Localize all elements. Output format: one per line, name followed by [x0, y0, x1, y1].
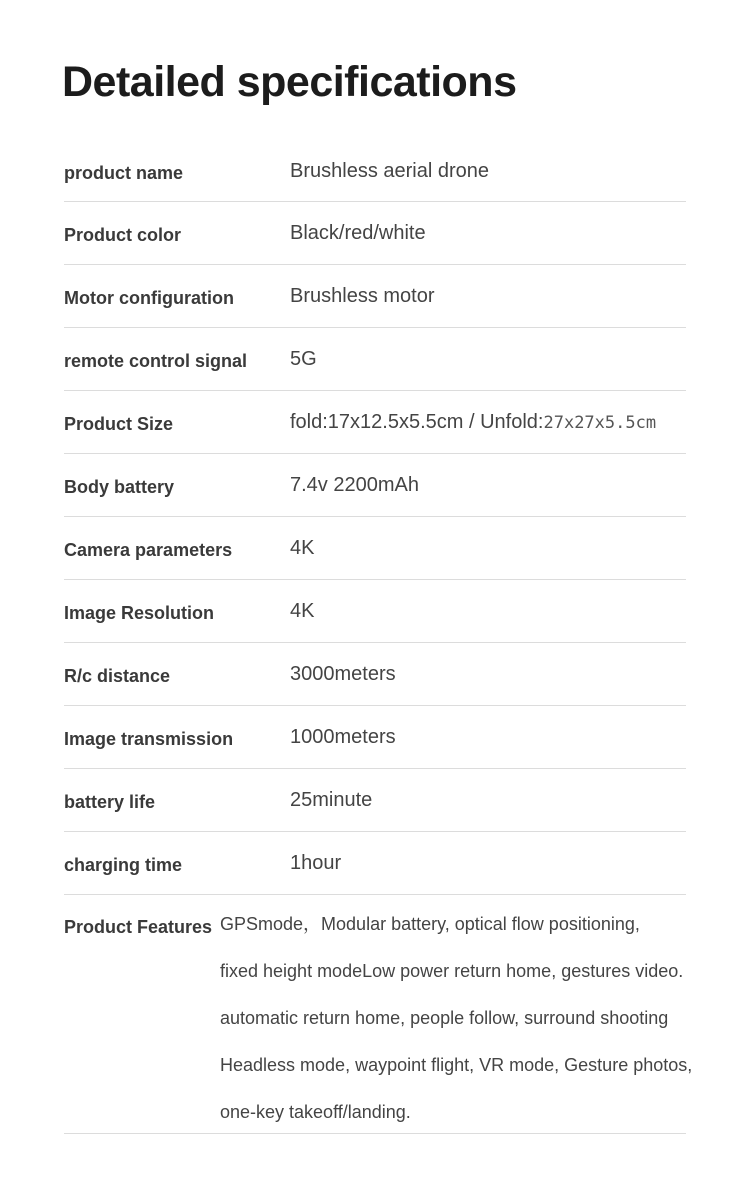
spec-row-product-name	[64, 140, 686, 202]
spec-row-rc-distance	[64, 643, 686, 706]
spec-label: Product Size	[64, 414, 174, 434]
spec-row-product-size	[64, 391, 686, 454]
spec-label: Camera parameters	[64, 540, 233, 560]
spec-value-main: fold:17x12.5x5.5cm / Unfold:	[290, 411, 544, 433]
features-line: Headless mode, waypoint flight, VR mode, Gesture photos,	[220, 1055, 693, 1075]
spec-row-camera-parameters	[64, 517, 686, 580]
spec-row-image-resolution	[64, 580, 686, 643]
spec-row-charging-time	[64, 832, 686, 895]
spec-value: 4K	[290, 600, 315, 622]
spec-value: 5G	[290, 348, 317, 370]
spec-row-motor-configuration	[64, 265, 686, 328]
page-title: Detailed specifications	[62, 58, 517, 106]
spec-label: remote control signal	[64, 351, 248, 371]
features-line: GPSmode，Modular battery, optical flow positioning,	[220, 914, 640, 934]
spec-value: 4K	[290, 537, 315, 559]
spec-label: charging time	[64, 855, 183, 875]
spec-value	[290, 411, 656, 434]
spec-label: product name	[64, 163, 184, 183]
spec-row-remote-control-signal	[64, 328, 686, 391]
spec-row-image-transmission	[64, 706, 686, 769]
spec-row-product-color	[64, 202, 686, 265]
features-line: one-key takeoff/landing.	[220, 1102, 411, 1122]
spec-label: Image Resolution	[64, 603, 215, 623]
features-list	[220, 913, 700, 1148]
spec-label: Motor configuration	[64, 288, 234, 308]
spec-row-body-battery	[64, 454, 686, 517]
features-line: fixed height modeLow power return home, gestures video.	[220, 961, 684, 981]
spec-value: 3000meters	[290, 663, 396, 685]
spec-value: 7.4v 2200mAh	[290, 474, 419, 496]
spec-row-product-features	[64, 895, 693, 1134]
spec-value: Brushless aerial drone	[290, 160, 489, 182]
spec-value: 25minute	[290, 789, 373, 811]
spec-value: 1000meters	[290, 726, 396, 748]
spec-value: Black/red/white	[290, 222, 426, 244]
features-label: Product Features	[64, 917, 213, 937]
spec-label: battery life	[64, 792, 156, 812]
spec-row-battery-life	[64, 769, 686, 832]
features-line: automatic return home, people follow, surround shooting	[220, 1008, 669, 1028]
spec-value: 1hour	[290, 852, 342, 874]
spec-value-suffix: 27x27x5.5cm	[543, 413, 657, 433]
spec-table	[64, 140, 693, 1134]
spec-value: Brushless motor	[290, 285, 435, 307]
spec-label: R/c distance	[64, 666, 171, 686]
spec-label: Product color	[64, 225, 182, 245]
spec-label: Image transmission	[64, 729, 234, 749]
spec-label: Body battery	[64, 477, 175, 497]
